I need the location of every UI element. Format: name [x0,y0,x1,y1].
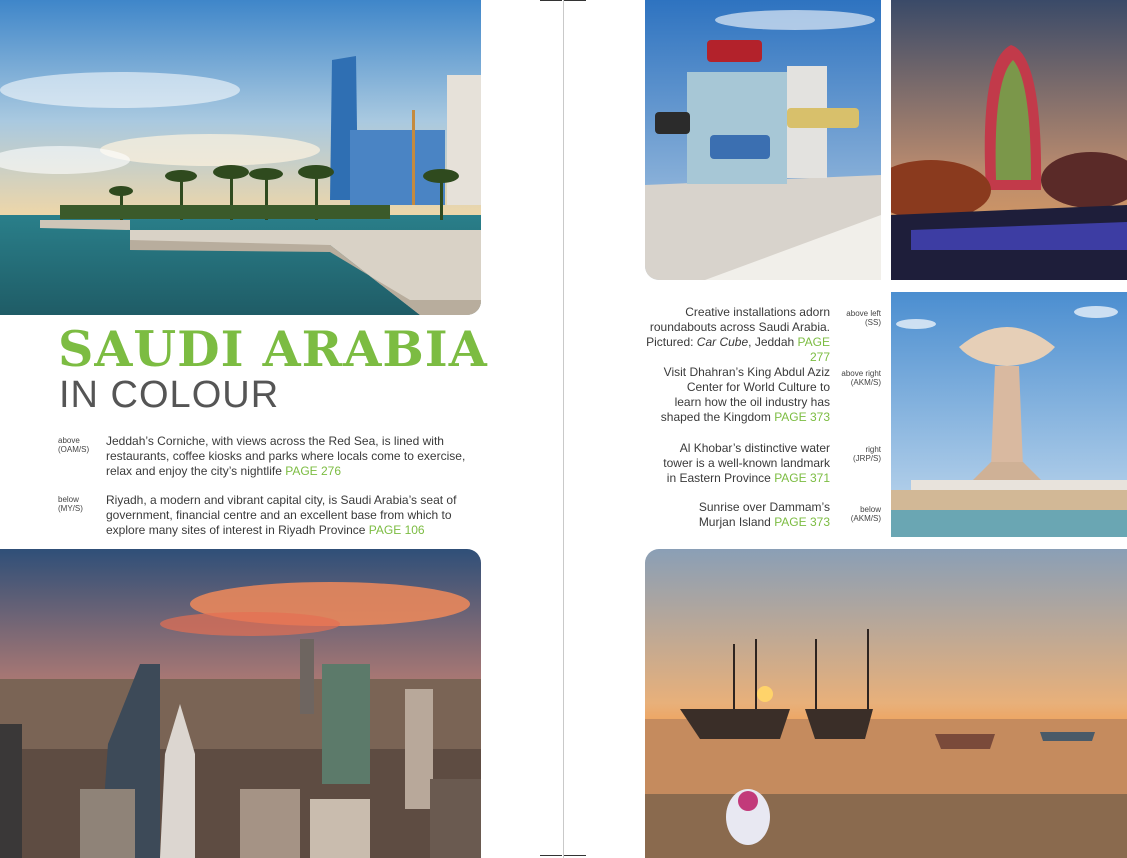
khobar-water-tower-photo [891,292,1127,537]
caption-body: Al Khobar’s distinctive water tower is a well-known landmark in Eastern Province [663,441,830,485]
caption-text [106,493,486,538]
gutter-line [563,0,564,858]
jeddah-corniche-photo [0,0,481,315]
page-reference-link[interactable]: PAGE 373 [774,410,830,424]
caption-body: Jeddah’s Corniche, with views across the Red Sea, is lined with restaurants, coffee kiosks and parks where locals come to exercise, relax and enjoy the city’s nightlife [106,434,466,478]
caption-car-cube [630,305,830,364]
photo-credit: (AKM/S) [850,514,881,523]
crop-mark [540,0,562,1]
photo-credit: (AKM/S) [850,378,881,387]
page-reference-link[interactable]: PAGE 277 [797,335,830,364]
caption-body: Riyadh, a modern and vibrant capital city, is Saudi Arabia’s seat of government, financial centre and an excellent base from which to explore many sites of interest in Riyadh Province [106,493,457,537]
caption-label [58,436,104,454]
murjan-island-sunrise-photo [645,549,1127,858]
caption-text [106,434,486,479]
crop-mark [564,0,586,1]
caption-italic: Car Cube [696,335,749,349]
photo-credit: (SS) [865,318,881,327]
king-abdulaziz-center-photo [891,0,1127,280]
page-subtitle: IN COLOUR [59,374,280,416]
left-page [0,0,563,858]
caption-label [817,445,881,463]
caption-label [817,309,881,327]
riyadh-skyline-photo [0,549,481,858]
caption-position: above right [841,369,881,378]
caption-label [817,505,881,523]
photo-credit: (JRP/S) [853,454,881,463]
photo-credit: (MY/S) [58,504,83,513]
caption-label [817,369,881,387]
caption-body: , Jeddah [748,335,798,349]
caption-position: right [865,445,881,454]
page-reference-link[interactable]: PAGE 106 [368,523,425,537]
caption-position: above [58,436,80,445]
car-cube-photo [645,0,881,280]
crop-mark [540,855,562,856]
caption-riyadh [58,493,486,541]
page-title: SAUDI ARABIA [58,320,488,378]
caption-body: Sunrise over Dammam’s Murjan Island [698,500,830,529]
caption-position: below [860,505,881,514]
caption-murjan-island [690,500,830,532]
caption-body: Visit Dhahran’s King Abdul Aziz Center for World Culture to learn how the oil industry has shaped the Kingdom [660,365,830,424]
caption-water-tower [655,441,830,487]
photo-credit: (OAM/S) [58,445,90,454]
caption-jeddah [58,434,486,482]
caption-label [58,495,104,513]
page-reference-link[interactable]: PAGE 276 [285,464,342,478]
crop-mark [564,855,586,856]
caption-position: below [58,495,79,504]
caption-king-abdulaziz-center [660,365,830,425]
caption-body: Creative installations adorn roundabouts across Saudi Arabia. Pictured: [646,305,830,349]
page-reference-link[interactable]: PAGE 371 [774,471,830,485]
caption-position: above left [846,309,881,318]
page-reference-link[interactable]: PAGE 373 [774,515,830,529]
